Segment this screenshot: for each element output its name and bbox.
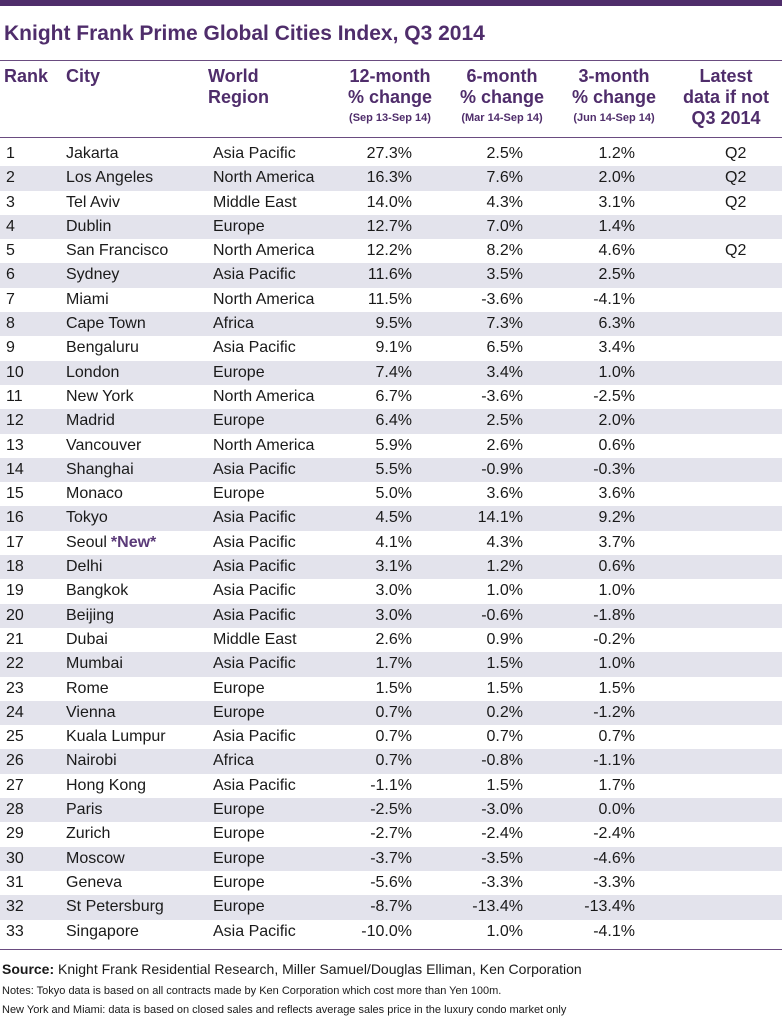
change-6-month-cell: 2.5% (486, 145, 523, 162)
change-6-month-cell: -2.4% (481, 825, 523, 843)
region-cell: Middle East (213, 630, 297, 648)
change-3-month-cell: -0.2% (593, 630, 635, 648)
city-name: Madrid (66, 412, 115, 430)
city-name: Tokyo (66, 509, 108, 527)
change-12-month-cell: 3.0% (375, 606, 412, 624)
rank-cell: 5 (6, 242, 15, 260)
change-6-month-cell: -3.5% (481, 849, 523, 867)
change-12-month-cell: 2.6% (375, 630, 412, 648)
city-name: Mumbai (66, 655, 123, 673)
rank-cell: 20 (6, 606, 24, 624)
top-accent-bar (0, 0, 782, 6)
change-12-month-cell: 11.6% (367, 266, 412, 284)
city-name: Seoul (66, 533, 107, 551)
latest-data-cell: Q2 (725, 193, 747, 211)
change-3-month-cell: 3.7% (598, 533, 635, 551)
city-cell (66, 579, 128, 603)
change-3-month-cell: -4.1% (593, 290, 635, 308)
change-3-month-cell: -4.6% (593, 849, 635, 867)
change-3-month-cell: -0.3% (593, 460, 635, 478)
rank-cell: 22 (6, 655, 24, 673)
change-12-month-cell: 27.3% (366, 145, 412, 162)
table-row (0, 191, 782, 215)
rank-cell: 6 (6, 266, 15, 284)
city-cell (66, 482, 123, 506)
change-6-month-cell: -3.6% (481, 290, 523, 308)
table-row (0, 798, 782, 822)
change-6-month-cell: -3.3% (481, 873, 523, 891)
change-12-month-cell: 6.4% (375, 412, 412, 430)
change-12-month-cell: 4.1% (375, 533, 412, 551)
col-header-3-month: 3-month % change (Jun 14-Sep 14) (571, 66, 657, 124)
rank-cell: 32 (6, 898, 24, 916)
city-cell (66, 628, 108, 652)
rank-cell: 2 (6, 169, 15, 187)
city-name: Zurich (66, 825, 111, 843)
region-cell: Asia Pacific (213, 606, 296, 624)
rank-cell: 9 (6, 339, 15, 357)
region-cell: Europe (213, 873, 265, 891)
city-cell (66, 239, 168, 263)
city-name: Hong Kong (66, 776, 147, 794)
change-12-month-cell: 7.4% (375, 363, 412, 381)
region-cell: Asia Pacific (213, 460, 296, 478)
rank-cell: 33 (6, 922, 24, 940)
region-cell: Asia Pacific (213, 533, 296, 551)
city-name: Bengaluru (66, 339, 139, 357)
col-header-latest-data: Latest data if not Q3 2014 (683, 66, 769, 128)
region-cell: Europe (213, 703, 265, 721)
city-name: Beijing (66, 606, 115, 624)
city-name: Sydney (66, 266, 120, 284)
city-name: Singapore (66, 922, 139, 940)
change-12-month-cell: 11.5% (367, 290, 412, 308)
change-3-month-cell: 2.0% (598, 169, 635, 187)
city-name: Vancouver (66, 436, 142, 454)
table-row (0, 701, 782, 725)
table-row (0, 482, 782, 506)
region-cell: Europe (213, 849, 265, 867)
change-3-month-cell: 1.2% (598, 145, 635, 162)
table-row (0, 142, 782, 166)
change-12-month-cell: 0.7% (375, 752, 412, 770)
table-row (0, 677, 782, 701)
city-name: Delhi (66, 558, 103, 576)
region-cell: Asia Pacific (213, 339, 296, 357)
city-cell (66, 847, 125, 871)
table-row (0, 628, 782, 652)
change-12-month-cell: 5.0% (375, 485, 412, 503)
rank-cell: 29 (6, 825, 24, 843)
change-6-month-cell: 4.3% (486, 193, 523, 211)
table-row (0, 847, 782, 871)
rank-cell: 26 (6, 752, 24, 770)
region-cell: Asia Pacific (213, 655, 296, 673)
city-name: San Francisco (66, 242, 169, 260)
rank-cell: 3 (6, 193, 15, 211)
note-new-york-miami: New York and Miami: data is based on closed sales and reflects average sales price in the luxury condo market only (2, 1004, 567, 1016)
change-6-month-cell: 1.5% (486, 679, 523, 697)
rank-cell: 7 (6, 290, 15, 308)
rank-cell: 14 (6, 460, 24, 478)
table-row (0, 166, 782, 190)
city-name: Bangkok (66, 582, 129, 600)
table-row (0, 652, 782, 676)
city-cell (66, 312, 146, 336)
region-cell: Asia Pacific (213, 145, 296, 162)
change-3-month-cell: -1.1% (593, 752, 635, 770)
rank-cell: 16 (6, 509, 24, 527)
table-row (0, 895, 782, 919)
change-3-month-cell: 3.6% (598, 485, 635, 503)
change-3-month-cell: 0.6% (598, 558, 635, 576)
region-cell: Asia Pacific (213, 266, 296, 284)
new-entry-tag: *New* (110, 533, 157, 551)
change-12-month-cell: 1.5% (375, 679, 412, 697)
region-cell: North America (213, 242, 315, 260)
table-row (0, 604, 782, 628)
rank-cell: 8 (6, 315, 15, 333)
change-3-month-cell: 2.0% (598, 412, 635, 430)
change-6-month-cell: -0.9% (481, 460, 523, 478)
table-row (0, 725, 782, 749)
city-name: Rome (66, 679, 109, 697)
rank-cell: 4 (6, 217, 15, 235)
table-row (0, 215, 782, 239)
page-title: Knight Frank Prime Global Cities Index, Q3 2014 (4, 22, 485, 45)
region-cell: North America (213, 169, 315, 187)
city-name: Jakarta (66, 145, 119, 162)
region-cell: Europe (213, 898, 265, 916)
rank-cell: 1 (6, 145, 15, 162)
city-name: Dubai (66, 630, 108, 648)
change-12-month-cell: 3.1% (375, 558, 412, 576)
city-cell (66, 798, 102, 822)
rank-cell: 28 (6, 801, 24, 819)
region-cell: Asia Pacific (213, 922, 296, 940)
latest-data-cell: Q2 (725, 169, 747, 187)
rank-cell: 13 (6, 436, 24, 454)
city-cell (66, 361, 119, 385)
city-cell (66, 895, 164, 919)
table-row (0, 822, 782, 846)
change-3-month-cell: 1.0% (598, 363, 635, 381)
change-12-month-cell: -3.7% (370, 849, 412, 867)
region-cell: Asia Pacific (213, 776, 296, 794)
change-6-month-cell: -0.6% (481, 606, 523, 624)
change-3-month-cell: 1.5% (598, 679, 635, 697)
source-text: Knight Frank Residential Research, Miller Samuel/Douglas Elliman, Ken Corporation (58, 961, 582, 977)
city-name: Shanghai (66, 460, 134, 478)
change-6-month-cell: 1.5% (486, 655, 523, 673)
rank-cell: 25 (6, 728, 24, 746)
change-3-month-cell: 1.7% (598, 776, 635, 794)
change-3-month-cell: -3.3% (593, 873, 635, 891)
city-cell (66, 191, 120, 215)
change-3-month-cell: 1.4% (598, 217, 635, 235)
table-row (0, 579, 782, 603)
city-cell (66, 920, 139, 944)
change-12-month-cell: 9.5% (375, 315, 412, 333)
city-name: Nairobi (66, 752, 117, 770)
change-6-month-cell: 1.0% (486, 922, 523, 940)
city-cell (66, 652, 123, 676)
change-3-month-cell: 3.1% (598, 193, 635, 211)
region-cell: Europe (213, 412, 265, 430)
city-name: Paris (66, 801, 103, 819)
table-row (0, 336, 782, 360)
change-12-month-cell: 6.7% (375, 387, 412, 405)
change-3-month-cell: -2.5% (593, 387, 635, 405)
city-cell (66, 725, 166, 749)
table-row (0, 871, 782, 895)
header-top-rule (0, 60, 782, 61)
change-12-month-cell: -1.1% (370, 776, 412, 794)
source-line (2, 961, 582, 977)
region-cell: North America (213, 436, 315, 454)
change-6-month-cell: 1.0% (486, 582, 523, 600)
change-3-month-cell: 4.6% (598, 242, 635, 260)
table-row (0, 409, 782, 433)
city-name: Cape Town (66, 315, 146, 333)
region-cell: North America (213, 290, 315, 308)
change-6-month-cell: 7.3% (486, 315, 523, 333)
change-6-month-cell: -3.0% (481, 801, 523, 819)
rank-cell: 21 (6, 630, 24, 648)
table-row (0, 361, 782, 385)
change-12-month-cell: 0.7% (375, 728, 412, 746)
change-6-month-cell: 7.0% (486, 217, 523, 235)
change-6-month-cell: 1.5% (486, 776, 523, 794)
latest-data-cell: Q2 (725, 145, 747, 162)
change-12-month-cell: 3.0% (375, 582, 412, 600)
city-cell (66, 458, 134, 482)
city-cell (66, 215, 111, 239)
table-row (0, 458, 782, 482)
city-cell (66, 142, 118, 166)
city-cell (66, 871, 122, 895)
change-6-month-cell: 8.2% (486, 242, 523, 260)
change-12-month-cell: -5.6% (370, 873, 412, 891)
city-name: Kuala Lumpur (66, 728, 166, 746)
header-bottom-rule (0, 137, 782, 138)
table-row (0, 920, 782, 944)
city-name: Moscow (66, 849, 125, 867)
col-header-12-month: 12-month % change (Sep 13-Sep 14) (347, 66, 433, 124)
rank-cell: 11 (6, 387, 23, 405)
city-cell (66, 531, 156, 555)
city-cell (66, 555, 102, 579)
change-6-month-cell: 1.2% (486, 558, 523, 576)
table-row (0, 288, 782, 312)
region-cell: Asia Pacific (213, 582, 296, 600)
table-row (0, 774, 782, 798)
latest-data-cell: Q2 (725, 242, 747, 260)
city-cell (66, 409, 115, 433)
rank-cell: 10 (6, 363, 24, 381)
city-name: Los Angeles (66, 169, 154, 187)
city-name: St Petersburg (66, 898, 164, 916)
change-6-month-cell: 0.7% (486, 728, 523, 746)
change-3-month-cell: -2.4% (593, 825, 635, 843)
region-cell: Africa (213, 752, 254, 770)
rank-cell: 17 (6, 533, 24, 551)
city-name: London (66, 363, 120, 381)
change-12-month-cell: 5.9% (375, 436, 412, 454)
change-6-month-cell: 7.6% (486, 169, 523, 187)
change-3-month-cell: 3.4% (598, 339, 635, 357)
change-12-month-cell: 1.7% (375, 655, 412, 673)
change-6-month-cell: 3.6% (486, 485, 523, 503)
change-12-month-cell: -8.7% (370, 898, 412, 916)
region-cell: Europe (213, 363, 265, 381)
change-3-month-cell: 6.3% (598, 315, 635, 333)
change-3-month-cell: -4.1% (593, 922, 635, 940)
change-12-month-cell: -2.5% (370, 801, 412, 819)
city-name: Vienna (66, 703, 116, 721)
change-12-month-cell: 12.2% (366, 242, 412, 260)
change-3-month-cell: 0.7% (598, 728, 635, 746)
change-6-month-cell: 4.3% (486, 533, 523, 551)
change-3-month-cell: 1.0% (598, 582, 635, 600)
cities-table-body (0, 142, 782, 944)
change-6-month-cell: 2.6% (486, 436, 523, 454)
rank-cell: 27 (6, 776, 24, 794)
table-row (0, 263, 782, 287)
table-row (0, 312, 782, 336)
city-cell (66, 677, 109, 701)
region-cell: Europe (213, 825, 265, 843)
source-label: Source: (2, 961, 55, 977)
change-12-month-cell: -10.0% (361, 922, 412, 940)
change-3-month-cell: 0.0% (598, 801, 635, 819)
region-cell: Europe (213, 217, 265, 235)
city-cell (66, 336, 139, 360)
change-3-month-cell: -1.2% (593, 703, 635, 721)
change-12-month-cell: 16.3% (366, 169, 412, 187)
change-6-month-cell: -3.6% (481, 387, 523, 405)
city-name: Miami (66, 290, 109, 308)
city-cell (66, 263, 119, 287)
table-bottom-rule (0, 949, 782, 950)
change-6-month-cell: 6.5% (486, 339, 523, 357)
city-cell (66, 506, 108, 530)
rank-cell: 12 (6, 412, 24, 430)
change-12-month-cell: 5.5% (375, 460, 412, 478)
change-3-month-cell: 1.0% (598, 655, 635, 673)
city-cell (66, 749, 117, 773)
city-cell (66, 604, 114, 628)
table-row (0, 531, 782, 555)
rank-cell: 15 (6, 485, 24, 503)
city-cell (66, 822, 110, 846)
change-12-month-cell: 14.0% (366, 193, 412, 211)
region-cell: North America (213, 387, 315, 405)
city-cell (66, 774, 146, 798)
change-6-month-cell: 3.5% (486, 266, 523, 284)
table-row (0, 434, 782, 458)
col-header-city: City (66, 66, 101, 86)
rank-cell: 31 (6, 873, 24, 891)
city-name: Monaco (66, 485, 123, 503)
change-6-month-cell: -0.8% (481, 752, 523, 770)
change-12-month-cell: 0.7% (375, 703, 412, 721)
region-cell: Asia Pacific (213, 558, 296, 576)
city-cell (66, 701, 116, 725)
city-name: Geneva (66, 873, 123, 891)
col-header-region: World Region (208, 66, 269, 107)
table-row (0, 506, 782, 530)
region-cell: Asia Pacific (213, 509, 296, 527)
table-row (0, 385, 782, 409)
col-header-rank: Rank (4, 66, 49, 86)
city-cell (66, 434, 141, 458)
change-3-month-cell: -13.4% (584, 898, 635, 916)
city-cell (66, 288, 109, 312)
region-cell: Europe (213, 801, 265, 819)
region-cell: Africa (213, 315, 254, 333)
rank-cell: 23 (6, 679, 24, 697)
city-name: New York (66, 387, 134, 405)
table-row (0, 749, 782, 773)
col-header-6-month: 6-month % change (Mar 14-Sep 14) (459, 66, 545, 124)
change-6-month-cell: 2.5% (486, 412, 523, 430)
change-3-month-cell: 9.2% (598, 509, 635, 527)
change-6-month-cell: 3.4% (486, 363, 523, 381)
rank-cell: 18 (6, 558, 24, 576)
city-name: Dublin (66, 217, 112, 235)
region-cell: Asia Pacific (213, 728, 296, 746)
city-cell (66, 166, 153, 190)
change-3-month-cell: -1.8% (593, 606, 635, 624)
city-cell (66, 385, 134, 409)
note-tokyo: Notes: Tokyo data is based on all contracts made by Ken Corporation which cost more than Yen 100m. (2, 985, 502, 997)
change-12-month-cell: 4.5% (375, 509, 412, 527)
table-row (0, 555, 782, 579)
change-6-month-cell: -13.4% (472, 898, 523, 916)
change-12-month-cell: 12.7% (366, 217, 412, 235)
rank-cell: 19 (6, 582, 24, 600)
change-12-month-cell: 9.1% (375, 339, 412, 357)
region-cell: Middle East (213, 193, 297, 211)
table-row (0, 239, 782, 263)
rank-cell: 30 (6, 849, 24, 867)
change-3-month-cell: 2.5% (598, 266, 635, 284)
rank-cell: 24 (6, 703, 24, 721)
change-6-month-cell: 14.1% (477, 509, 523, 527)
change-6-month-cell: 0.2% (486, 703, 523, 721)
change-3-month-cell: 0.6% (598, 436, 635, 454)
region-cell: Europe (213, 679, 265, 697)
region-cell: Europe (213, 485, 265, 503)
city-name: Tel Aviv (66, 193, 120, 211)
change-12-month-cell: -2.7% (370, 825, 412, 843)
change-6-month-cell: 0.9% (486, 630, 523, 648)
